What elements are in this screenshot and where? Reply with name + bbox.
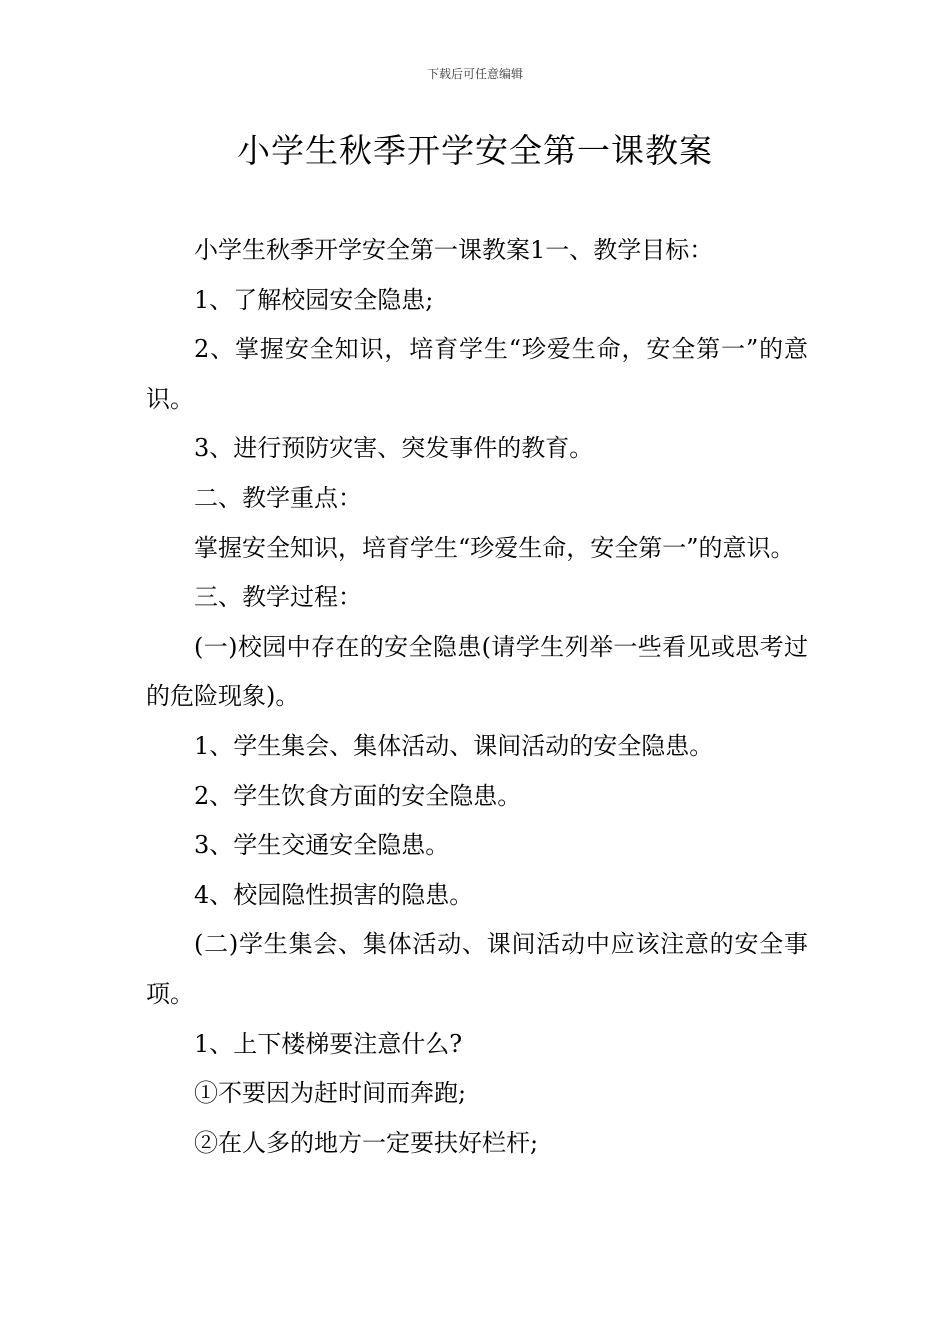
paragraph: ①不要因为赶时间而奔跑;	[194, 1079, 467, 1108]
paragraph: 小学生秋季开学安全第一课教案1一、教学目标：	[194, 236, 714, 264]
paragraph: 3、学生交通安全隐患。	[194, 831, 450, 860]
paragraph: 1、上下楼梯要注意什么?	[194, 1029, 463, 1058]
paragraph: 2、学生饮食方面的安全隐患。	[194, 781, 522, 810]
paragraph: 3、进行预防灾害、突发事件的教育。	[194, 434, 594, 463]
page-header-note: 下载后可任意编辑	[426, 67, 523, 81]
paragraph: ②在人多的地方一定要扶好栏杆;	[194, 1128, 539, 1157]
paragraph: 掌握安全知识，培育学生“珍爱生命，安全第一”的意识。	[194, 533, 795, 562]
paragraph: 三、教学过程：	[194, 583, 362, 612]
paragraph: 1、学生集会、集体活动、课间活动的安全隐患。	[194, 731, 714, 760]
paragraph: 4、校园隐性损害的隐患。	[194, 880, 474, 909]
document-body	[146, 226, 808, 1168]
paragraph: 二、教学重点：	[194, 483, 362, 512]
paragraph: (一)校园中存在的安全隐患(请学生列举一些看见或思考过的危险现象)。	[146, 632, 808, 711]
paragraph: (二)学生集会、集体活动、课间活动中应该注意的安全事项。	[146, 930, 808, 1008]
document-title: 小学生秋季开学安全第一课教案	[237, 131, 713, 170]
paragraph: 1、了解校园安全隐患;	[194, 285, 434, 314]
paragraph: 2、掌握安全知识，培育学生“珍爱生命，安全第一”的意识。	[146, 335, 808, 413]
